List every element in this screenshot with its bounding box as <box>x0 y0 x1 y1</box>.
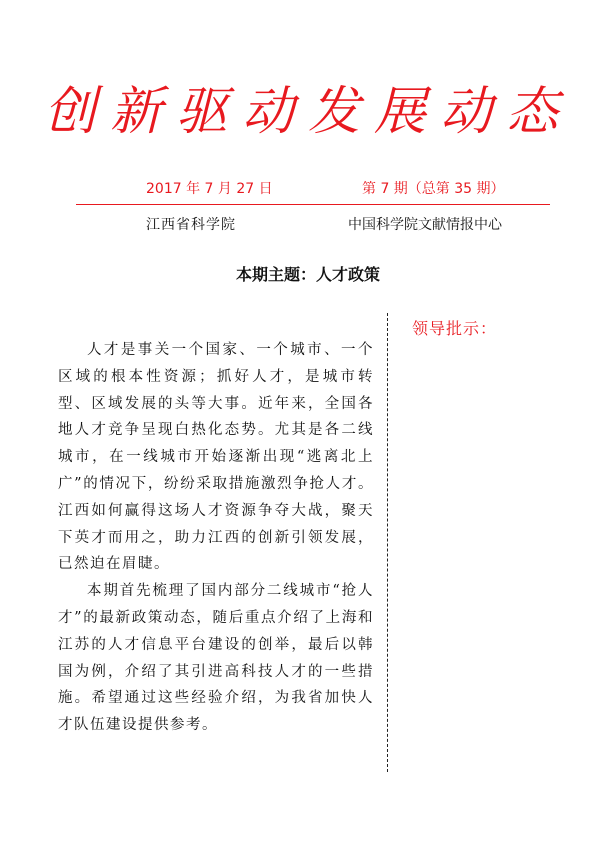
leader-comment-label: 领导批示： <box>412 319 498 338</box>
issue-number: 第 7 期（总第 35 期） <box>362 181 505 197</box>
publisher-left: 江西省科学院 <box>146 217 236 233</box>
publisher-right: 中国科学院文献情报中心 <box>348 217 502 233</box>
header-rule <box>76 204 550 205</box>
masthead-title: 创新驱动发展动态 <box>43 82 572 142</box>
issue-info <box>0 178 616 198</box>
body-paragraph-2: 本期首先梳理了国内部分二线城市“抢人才”的最新政策动态，随后重点介绍了上海和江苏的人才信息平台建设的创举，最后以韩国为例，介绍了其引进高科技人才的一些措施。希望通过这些经验介绍，为我省加快人才队伍建设提供参考。 <box>58 583 374 734</box>
issue-date: 2017 年 7 月 27 日 <box>146 181 273 197</box>
publishers <box>0 214 616 234</box>
body-text <box>58 337 374 739</box>
column-divider <box>387 313 388 772</box>
body-paragraph-1: 人才是事关一个国家、一个城市、一个区域的根本性资源；抓好人才，是城市转型、区域发展的头等大事。近年来，全国各地人才竞争呈现白热化态势。尤其是各二线城市，在一线城市开始逐渐出现“逃离北上广”的情况下，纷纷采取措施激烈争抢人才。江西如何赢得这场人才资源争夺大战，聚天下英才而用之，助力江西的创新引领发展，已然迫在眉睫。 <box>58 342 374 573</box>
issue-theme: 本期主题：人才政策 <box>235 265 380 284</box>
